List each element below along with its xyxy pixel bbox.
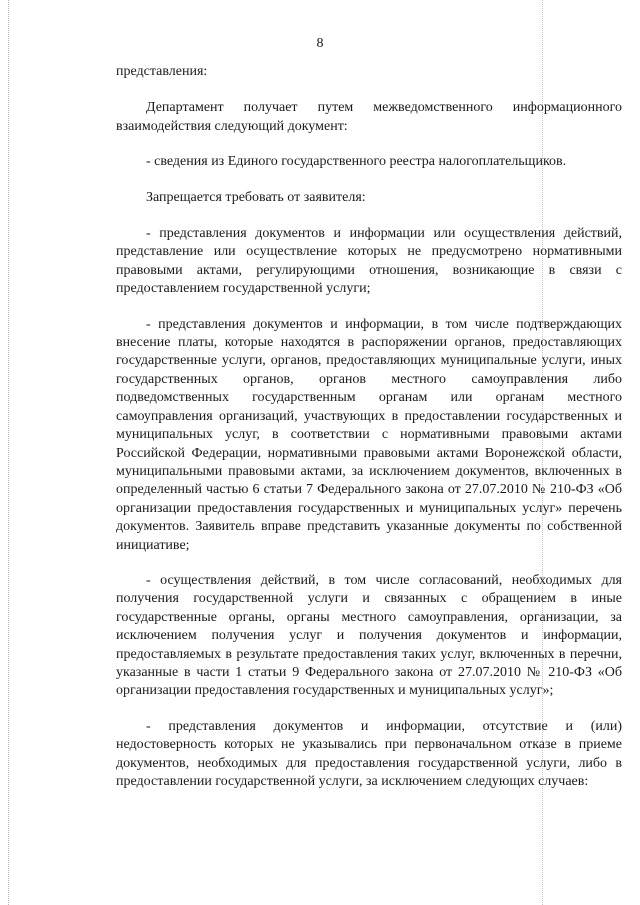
document-body: [116, 63, 622, 791]
paragraph: - осуществления действий, в том числе согласований, необходимых для получения государственной услуги и связанных с обращением в иные государственные органы, органы местного самоуправления, организации, за исключением получения услуг и получения документов и информации, предоставляемых в результате предоставления таких услуг, включенных в перечни, указанные в части 1 статьи 9 Федерального закона от 27.07.2010 № 210-ФЗ «Об организации предоставления государственных и муниципальных услуг»;: [116, 572, 622, 699]
paragraph: - представления документов и информации, отсутствие и (или) недостоверность которых не указывались при первоначальном отказе в приеме документов, необходимых для предоставления государственной услуги, либо в предоставлении государственной услуги, за исключением следующих случаев:: [116, 718, 622, 789]
paragraph: - представления документов и информации, в том числе подтверждающих внесение платы, которые находятся в распоряжении органов, предоставляющих государственные услуги, органов, предоставляющих муниципальные услуги, иных государственных органов, органов местного самоуправления либо подведомственных государственным органам или органам местного самоуправления организаций, участвующих в предоставлении государственных и муниципальных услуг, в соответствии с нормативными правовыми актами Российской Федерации, нормативными правовыми актами Воронежской области, муниципальными правовыми актами, за исключением документов, включенных в определенный частью 6 статьи 7 Федерального закона от 27.07.2010 № 210-ФЗ «Об организации предоставления государственных и муниципальных услуг» перечень документов. Заявитель вправе представить указанные документы по собственной инициативе;: [116, 316, 622, 553]
scan-left-edge: [8, 0, 9, 905]
paragraph: Запрещается требовать от заявителя:: [146, 189, 366, 205]
paragraph: - сведения из Единого государственного реестра налогоплательщиков.: [146, 154, 567, 170]
paragraph: - представления документов и информации или осуществления действий, представление или осуществление которых не предусмотрено нормативными правовыми актами, регулирующими отношения, возникающие в связи с предоставлением государственной услуги;: [116, 226, 622, 297]
paragraph-continuation: представления:: [116, 64, 208, 79]
page-number: 8: [316, 36, 324, 51]
paragraph: Департамент получает путем межведомственного информационного взаимодействия следующий документ:: [116, 100, 622, 134]
